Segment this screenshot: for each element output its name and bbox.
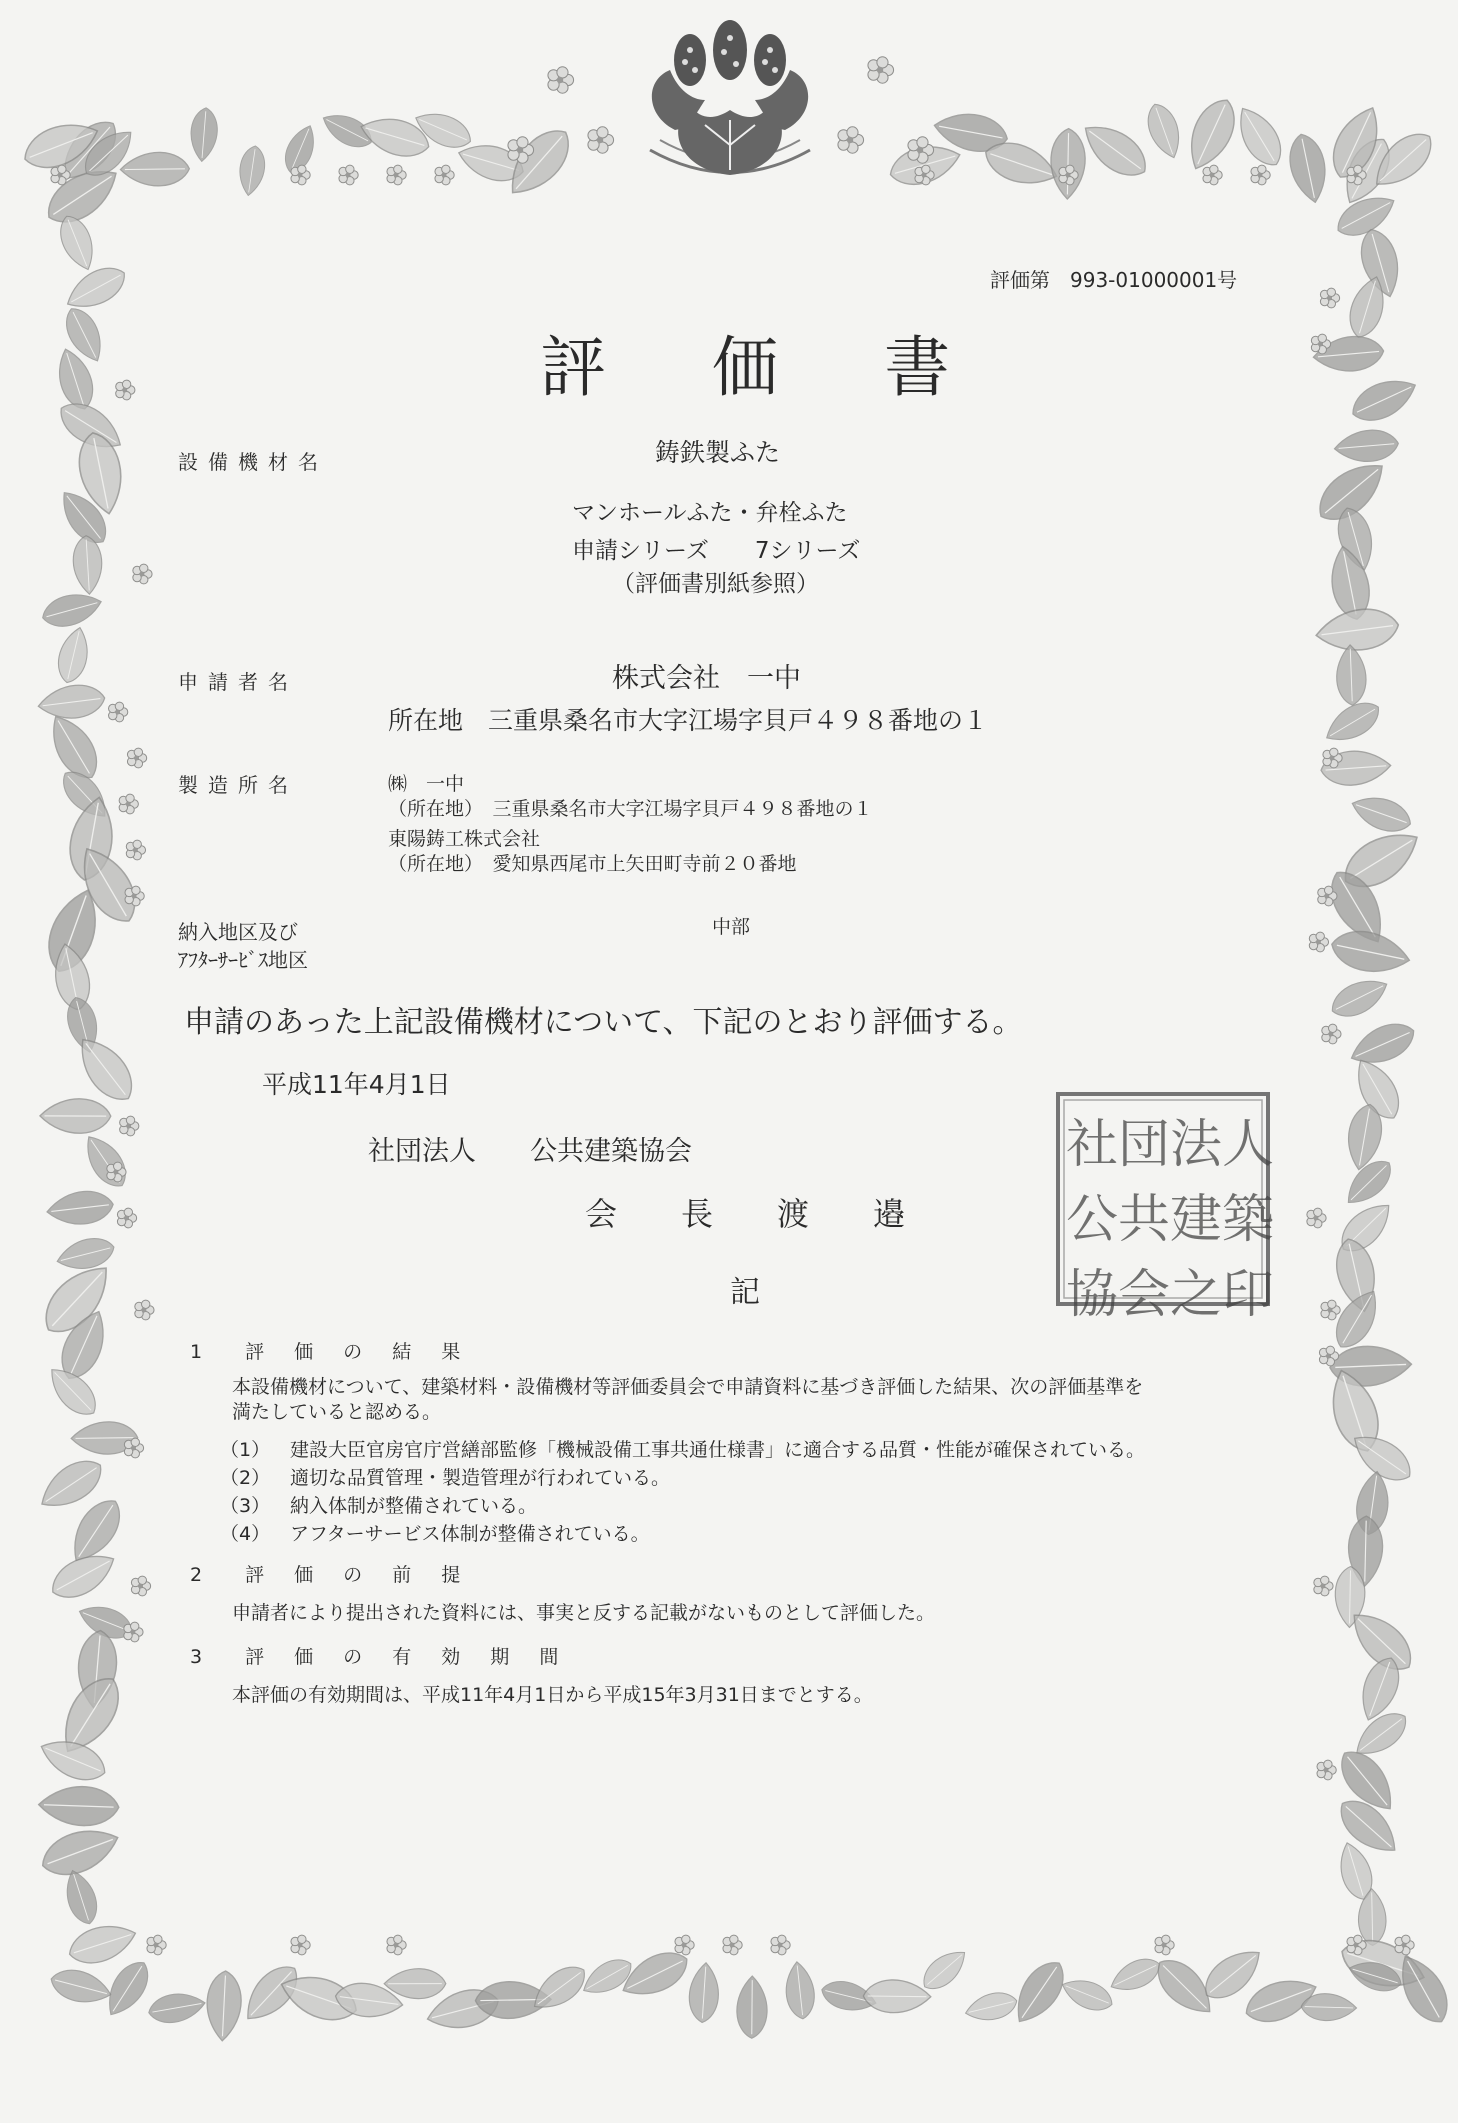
leaf-ornament bbox=[60, 1866, 103, 1927]
seal-glyph: 社 bbox=[1066, 1115, 1119, 1175]
leaf-ornament bbox=[688, 1962, 721, 2024]
flower-ornament bbox=[1320, 288, 1339, 308]
equipment-line3: （評価書別紙参照） bbox=[612, 571, 819, 597]
flower-ornament bbox=[116, 380, 135, 400]
leaf-ornament bbox=[1075, 114, 1155, 186]
flower-ornament bbox=[124, 1438, 143, 1458]
leaf-ornament bbox=[577, 1952, 637, 2002]
flower-ornament bbox=[1251, 165, 1270, 185]
criteria-item bbox=[220, 1519, 650, 1546]
flower-ornament bbox=[1322, 1024, 1341, 1044]
leaf-ornament bbox=[146, 1989, 207, 2026]
leaf-ornament bbox=[963, 1988, 1020, 2025]
equipment-line2: 申請シリーズ 7シリーズ bbox=[572, 538, 861, 564]
section-3-heading: 3 評 価 の 有 効 期 間 bbox=[190, 1646, 571, 1668]
leaf-ornament bbox=[1314, 605, 1401, 655]
flower-ornament bbox=[588, 127, 614, 153]
page-title: 評 価 書 bbox=[540, 329, 970, 406]
flower-ornament bbox=[133, 564, 152, 584]
criteria-item bbox=[220, 1435, 1145, 1462]
leaf-ornament bbox=[737, 1976, 768, 2038]
doc-number: 評価第 993-01000001号 bbox=[990, 268, 1238, 292]
flower-ornament bbox=[127, 748, 146, 768]
manufacturer-label: 製造所名 bbox=[178, 773, 298, 797]
leaf-ornament bbox=[783, 1960, 817, 2020]
flower-ornament bbox=[838, 127, 864, 153]
official-seal bbox=[1052, 1088, 1275, 1325]
statement: 申請のあった上記設備機材について、下記のとおり評価する。 bbox=[184, 1005, 1023, 1040]
leaf-ornament bbox=[205, 1970, 242, 2041]
leaf-ornament bbox=[1335, 644, 1367, 705]
president: 会 長 渡 邉 bbox=[585, 1195, 906, 1233]
leaf-ornament bbox=[1142, 100, 1187, 163]
seal-glyph: 之 bbox=[1170, 1265, 1223, 1325]
seal-glyph: 法 bbox=[1170, 1115, 1223, 1175]
flower-ornament bbox=[120, 1116, 139, 1136]
flower-ornament bbox=[868, 57, 894, 83]
seal-glyph: 会 bbox=[1118, 1265, 1171, 1325]
equipment-label: 設備機材名 bbox=[178, 450, 328, 474]
applicant-address: 所在地 三重県桑名市大字江場字貝戸４９８番地の１ bbox=[388, 706, 989, 735]
leaf-ornament bbox=[40, 1099, 111, 1134]
flower-ornament bbox=[1307, 1208, 1326, 1228]
section-1-text-line1: 本設備機材について、建築材料・設備機材等評価委員会で申請資料に基づき評価した結果、次の評価基準を bbox=[232, 1376, 1144, 1398]
manufacturer-address2: （所在地） 愛知県西尾市上矢田町寺前２０番地 bbox=[388, 853, 797, 875]
manufacturer-name2: 東陽鋳工株式会社 bbox=[388, 828, 541, 850]
flower-ornament bbox=[339, 165, 358, 185]
seal-glyph: 公 bbox=[1066, 1190, 1119, 1250]
seal-glyph: 協 bbox=[1066, 1265, 1119, 1325]
section-3-text: 本評価の有効期間は、平成11年4月1日から平成15年3月31日までとする。 bbox=[232, 1684, 873, 1706]
criteria-item-number: （4） bbox=[220, 1523, 271, 1545]
applicant-label: 申請者名 bbox=[178, 670, 298, 694]
leaf-ornament bbox=[1347, 789, 1415, 838]
leaf-ornament bbox=[54, 1233, 118, 1275]
seal-glyph: 印 bbox=[1222, 1265, 1275, 1325]
criteria-item bbox=[220, 1491, 537, 1518]
flower-ornament bbox=[723, 1935, 742, 1955]
delivery-label-line2: ｱﾌﾀｰｻｰﾋﾞｽ地区 bbox=[178, 948, 308, 972]
flower-ornament bbox=[117, 1208, 136, 1228]
flower-ornament bbox=[126, 840, 145, 860]
applicant-name: 株式会社 一中 bbox=[612, 663, 801, 694]
paulownia-emblem-icon bbox=[620, 20, 840, 190]
section-1-heading: 1 評 価 の 結 果 bbox=[190, 1341, 473, 1363]
leaf-ornament bbox=[1333, 428, 1399, 464]
seal-glyph: 人 bbox=[1222, 1115, 1275, 1175]
section-2-heading: 2 評 価 の 前 提 bbox=[190, 1564, 473, 1586]
leaf-ornament bbox=[38, 1785, 119, 1827]
flower-ornament bbox=[1309, 932, 1328, 952]
leaf-ornament bbox=[54, 624, 94, 685]
organization: 社団法人 公共建築協会 bbox=[368, 1136, 692, 1167]
leaf-ornament bbox=[72, 535, 104, 595]
leaf-ornament bbox=[1339, 1153, 1399, 1212]
criteria-item-text: 納入体制が整備されている。 bbox=[290, 1495, 538, 1517]
flower-ornament bbox=[387, 1935, 406, 1955]
leaf-ornament bbox=[1345, 1016, 1420, 1073]
flower-ornament bbox=[131, 1576, 150, 1596]
criteria-item-number: （1） bbox=[220, 1439, 271, 1461]
seal-glyph: 団 bbox=[1118, 1115, 1171, 1175]
leaf-ornament bbox=[47, 1965, 114, 2009]
criteria-item-text: 建設大臣官房官庁営繕部監修「機械設備工事共通仕様書」に適合する品質・性能が確保されている。 bbox=[290, 1439, 1146, 1461]
flower-ornament bbox=[1203, 165, 1222, 185]
criteria-item-number: （3） bbox=[220, 1495, 271, 1517]
flower-ornament bbox=[675, 1935, 694, 1955]
flower-ornament bbox=[548, 67, 574, 93]
leaf-ornament bbox=[863, 1980, 931, 2013]
flower-ornament bbox=[135, 1300, 154, 1320]
flower-ornament bbox=[124, 1622, 143, 1642]
flower-ornament bbox=[1317, 1760, 1336, 1780]
leaf-ornament bbox=[1285, 131, 1332, 206]
flower-ornament bbox=[119, 794, 138, 814]
leaf-ornament bbox=[77, 1129, 134, 1194]
manufacturer-address1: （所在地） 三重県桑名市大字江場字貝戸４９８番地の１ bbox=[388, 798, 873, 820]
leaf-ornament bbox=[384, 1969, 446, 1999]
seal-glyph: 築 bbox=[1222, 1190, 1275, 1250]
criteria-item-text: 適切な品質管理・製造管理が行われている。 bbox=[290, 1467, 671, 1489]
ki-heading: 記 bbox=[730, 1275, 760, 1310]
equipment-name: 鋳鉄製ふた bbox=[655, 438, 781, 467]
leaf-ornament bbox=[1179, 93, 1244, 177]
leaf-ornament bbox=[1106, 1952, 1165, 1998]
flower-ornament bbox=[771, 1935, 790, 1955]
seal-glyph: 共 bbox=[1118, 1190, 1171, 1250]
leaf-ornament bbox=[236, 144, 267, 197]
leaf-ornament bbox=[120, 152, 189, 186]
leaf-ornament bbox=[1005, 1954, 1073, 2032]
seal-glyph: 建 bbox=[1170, 1190, 1223, 1250]
leaf-ornament bbox=[45, 1188, 115, 1228]
delivery-value: 中部 bbox=[712, 916, 751, 938]
flower-ornament bbox=[1155, 1935, 1174, 1955]
section-1-text-line2: 満たしていると認める。 bbox=[232, 1401, 442, 1423]
flower-ornament bbox=[1395, 1935, 1414, 1955]
leaf-ornament bbox=[1301, 1993, 1357, 2021]
leaf-ornament bbox=[1050, 128, 1085, 199]
flower-ornament bbox=[1314, 1576, 1333, 1596]
leaf-ornament bbox=[39, 588, 105, 632]
leaf-ornament bbox=[1058, 1973, 1117, 2017]
criteria-item-number: （2） bbox=[220, 1467, 271, 1489]
leaf-ornament bbox=[189, 107, 219, 163]
flower-ornament bbox=[109, 702, 128, 722]
flower-ornament bbox=[291, 1935, 310, 1955]
criteria-item-text: アフターサービス体制が整備されている。 bbox=[290, 1523, 650, 1545]
flower-ornament bbox=[291, 165, 310, 185]
leaf-ornament bbox=[1326, 971, 1393, 1024]
flower-ornament bbox=[1321, 1300, 1340, 1320]
leaf-ornament bbox=[36, 682, 106, 722]
flower-ornament bbox=[147, 1935, 166, 1955]
flower-ornament bbox=[387, 165, 406, 185]
manufacturer-name1: ㈱ 一中 bbox=[388, 773, 465, 795]
leaf-ornament bbox=[65, 1917, 141, 1970]
leaf-ornament bbox=[1346, 370, 1422, 429]
section-2-text: 申請者により提出された資料には、事実と反する記載がないものとして評価した。 bbox=[232, 1602, 936, 1624]
leaf-ornament bbox=[1229, 100, 1290, 172]
equipment-line1: マンホールふた・弁栓ふた bbox=[572, 500, 848, 526]
flower-ornament bbox=[125, 886, 144, 906]
flower-ornament bbox=[435, 165, 454, 185]
issue-date: 平成11年4月1日 bbox=[262, 1070, 451, 1099]
delivery-label-line1: 納入地区及び bbox=[178, 920, 298, 944]
leaf-ornament bbox=[1328, 925, 1413, 979]
leaf-ornament bbox=[916, 1943, 972, 1997]
criteria-item bbox=[220, 1463, 670, 1490]
leaf-ornament bbox=[36, 1819, 125, 1883]
